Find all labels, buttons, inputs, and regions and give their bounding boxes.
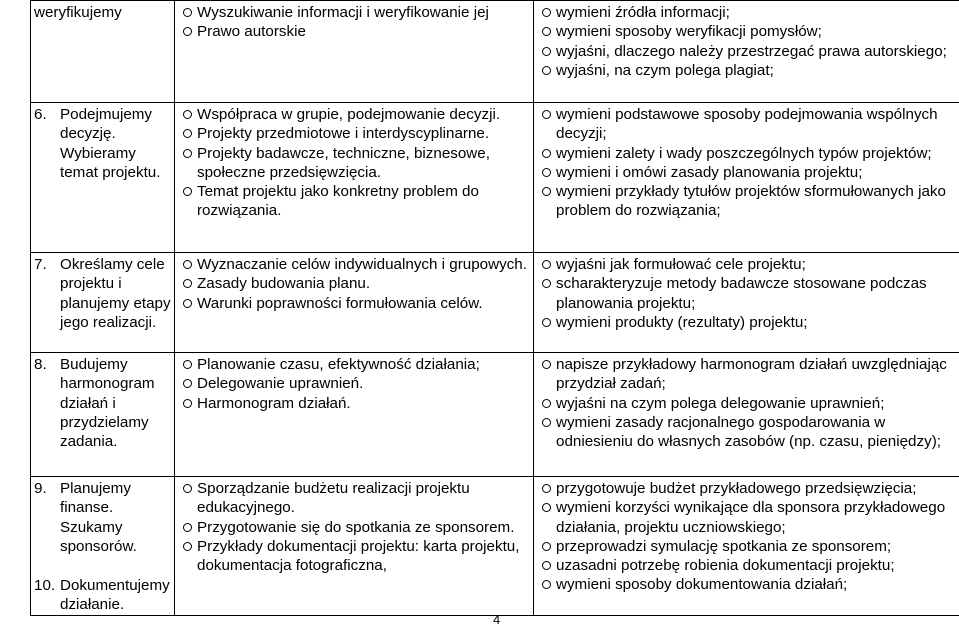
topic-text: Planujemy finanse. Szukamy sponsorów. xyxy=(60,480,137,555)
content-list xyxy=(178,355,530,413)
content-cell xyxy=(175,253,534,353)
content-list xyxy=(178,3,530,42)
topic-cell xyxy=(31,353,175,477)
list-item: Sporządzanie budżetu realizacji projektu edukacyjnego. xyxy=(178,479,530,518)
list-item: Harmonogram działań. xyxy=(178,394,530,413)
content-cell xyxy=(175,477,534,616)
content-list xyxy=(178,105,530,221)
list-item: wyjaśni, na czym polega plagiat; xyxy=(537,61,957,80)
table-row xyxy=(31,253,959,353)
topic-text: Podejmujemy decyzję. Wybieramy temat projektu. xyxy=(60,106,161,181)
content-list xyxy=(178,479,530,575)
content-list xyxy=(178,255,530,313)
table-row xyxy=(31,353,959,477)
topic-cell xyxy=(31,253,175,353)
list-item: wymieni sposoby weryfikacji pomysłów; xyxy=(537,22,957,41)
topic-number: 6. xyxy=(34,106,47,123)
list-item: Projekty badawcze, techniczne, biznesowe, społeczne przedsięwzięcia. xyxy=(178,144,530,183)
topic-cell xyxy=(31,477,175,616)
table-row xyxy=(31,1,959,103)
outcomes-cell xyxy=(534,477,959,616)
topic-text: weryfikujemy xyxy=(34,4,122,21)
topic-number: 9. xyxy=(34,480,47,497)
list-item: Wyznaczanie celów indywidualnych i grupowych. xyxy=(178,255,530,274)
list-item: scharakteryzuje metody badawcze stosowane podczas planowania projektu; xyxy=(537,274,957,313)
outcomes-list xyxy=(537,105,957,221)
list-item: wymieni produkty (rezultaty) projektu; xyxy=(537,313,957,332)
list-item: Przygotowanie się do spotkania ze sponsorem. xyxy=(178,518,530,537)
list-item: Zasady budowania planu. xyxy=(178,274,530,293)
list-item: wyjaśni jak formułować cele projektu; xyxy=(537,255,957,274)
content-cell xyxy=(175,1,534,103)
list-item: wymieni źródła informacji; xyxy=(537,3,957,22)
outcomes-list xyxy=(537,255,957,332)
outcomes-cell xyxy=(534,353,959,477)
topic-number: 8. xyxy=(34,356,47,373)
list-item: wyjaśni, dlaczego należy przestrzegać prawa autorskiego; xyxy=(537,42,957,61)
topic-text: Określamy cele projektu i planujemy etapy jego realizacji. xyxy=(60,256,171,331)
list-item: przygotowuje budżet przykładowego przedsięwzięcia; xyxy=(537,479,957,498)
list-item: Planowanie czasu, efektywność działania; xyxy=(178,355,530,374)
list-item: Projekty przedmiotowe i interdyscyplinarne. xyxy=(178,124,530,143)
list-item: wymieni zasady racjonalnego gospodarowania w odniesieniu do własnych zasobów (np. czasu, pieniędzy); xyxy=(537,413,957,452)
list-item: wymieni podstawowe sposoby podejmowania wspólnych decyzji; xyxy=(537,105,957,144)
list-item: napisze przykładowy harmonogram działań uwzględniając przydział zadań; xyxy=(537,355,957,394)
list-item: Warunki poprawności formułowania celów. xyxy=(178,294,530,313)
topic-number: 10. xyxy=(34,577,56,595)
list-item: wyjaśni na czym polega delegowanie uprawnień; xyxy=(537,394,957,413)
topic-number: 7. xyxy=(34,256,47,273)
list-item: uzasadni potrzebę robienia dokumentacji projektu; xyxy=(537,556,957,575)
list-item: wymieni przykłady tytułów projektów sformułowanych jako problem do rozwiązania; xyxy=(537,182,957,221)
curriculum-table xyxy=(30,0,959,616)
content-cell xyxy=(175,103,534,253)
page-number: 4 xyxy=(493,612,501,627)
list-item: wymieni korzyści wynikające dla sponsora przykładowego działania, projektu uczniowskiego; xyxy=(537,498,957,537)
table-row xyxy=(31,477,959,616)
list-item: Delegowanie uprawnień. xyxy=(178,374,530,393)
list-item: Przykłady dokumentacji projektu: karta projektu, dokumentacja fotograficzna, xyxy=(178,537,530,576)
outcomes-cell xyxy=(534,253,959,353)
list-item: Współpraca w grupie, podejmowanie decyzji. xyxy=(178,105,530,124)
topic-text: Budujemy harmonogram działań i przydzielamy zadania. xyxy=(60,356,155,451)
list-item: wymieni sposoby dokumentowania działań; xyxy=(537,575,957,594)
outcomes-cell xyxy=(534,1,959,103)
outcomes-list xyxy=(537,355,957,451)
topic-text: Dokumentujemy działanie. xyxy=(60,577,170,614)
list-item: Wyszukiwanie informacji i weryfikowanie jej xyxy=(178,3,530,22)
outcomes-cell xyxy=(534,103,959,253)
list-item: wymieni zalety i wady poszczególnych typów projektów; xyxy=(537,144,957,163)
table-row xyxy=(31,103,959,253)
list-item: wymieni i omówi zasady planowania projektu; xyxy=(537,163,957,182)
outcomes-list xyxy=(537,3,957,80)
content-cell xyxy=(175,353,534,477)
list-item: przeprowadzi symulację spotkania ze sponsorem; xyxy=(537,537,957,556)
outcomes-list xyxy=(537,479,957,595)
topic-cell xyxy=(31,1,175,103)
list-item: Temat projektu jako konkretny problem do rozwiązania. xyxy=(178,182,530,221)
topic-cell xyxy=(31,103,175,253)
list-item: Prawo autorskie xyxy=(178,22,530,41)
